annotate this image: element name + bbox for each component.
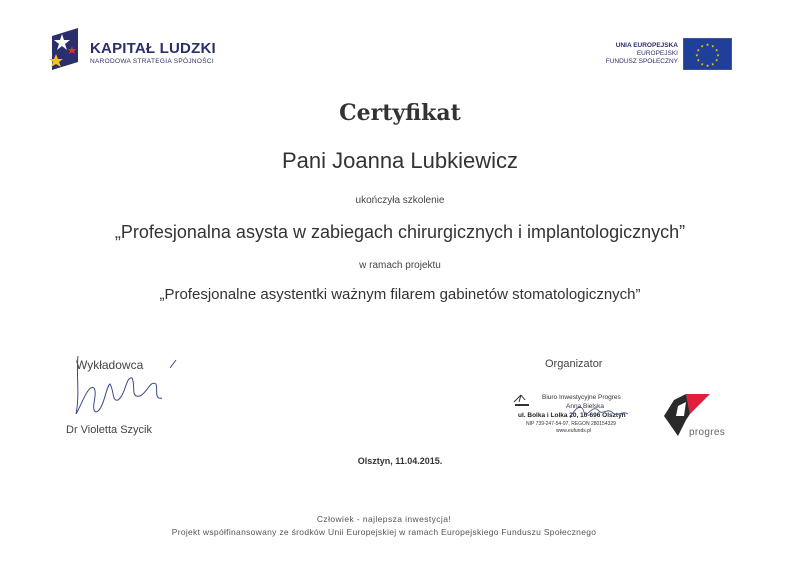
svg-text:★: ★ [696, 47, 701, 53]
kapital-ludzki-logo-icon [48, 26, 82, 72]
svg-text:★: ★ [711, 43, 715, 49]
stamp-line-4: NIP 739-247-54-97, REGON 280154329 [526, 421, 616, 427]
place-and-date: Olsztyn, 11.04.2015. [357, 456, 443, 466]
svg-text:★: ★ [705, 42, 710, 47]
eu-line-3: FUNDUSZ SPOŁECZNY [605, 58, 678, 65]
svg-text:★: ★ [696, 57, 701, 63]
eu-label [606, 42, 678, 66]
stamp-line-2: Anna Bielska [566, 403, 604, 410]
lecturer-signature [70, 354, 180, 424]
course-name: „Profesjonalna asysta w zabiegach chirurgicznych i implantologicznych” [114, 222, 686, 242]
eu-line-1: UNIA EUROPEJSKA [615, 42, 678, 49]
footer-slogan: Człowiek - najlepsza inwestycja! [316, 514, 452, 524]
program-title: KAPITAŁ LUDZKI [90, 40, 216, 57]
svg-text:★: ★ [700, 43, 704, 49]
lecturer-name: Dr Violetta Szycik [66, 424, 152, 436]
organizer-signature [566, 400, 636, 430]
lecturer-label: Wykładowca [76, 358, 144, 372]
svg-text:★: ★ [695, 52, 699, 58]
recipient-name: Pani Joanna Lubkiewicz [281, 148, 519, 173]
completed-label: ukończyła szkolenie [355, 195, 445, 206]
svg-text:★: ★ [714, 57, 719, 63]
project-name: „Profesjonalne asystentki ważnym filarem gabinetów stomatologicznych” [159, 286, 641, 303]
stamp-line-5: www.eufunds.pl [556, 428, 592, 434]
svg-text:★: ★ [714, 47, 719, 53]
svg-text:★: ★ [700, 61, 704, 67]
stamp-line-1: Biuro Inwestycyjne Progres [542, 394, 621, 401]
progres-logo-text: progres [689, 427, 726, 438]
organizer-label: Organizator [545, 358, 603, 370]
svg-text:★: ★ [705, 63, 710, 68]
footer-cofinancing: Projekt współfinansowany ze środków Unii Europejskiej w ramach Europejskiego Funduszu Społecznego [171, 527, 597, 537]
program-subtitle: NARODOWA STRATEGIA SPÓJNOŚCI [90, 58, 214, 65]
progres-stamp-icon [512, 392, 536, 408]
eu-flag-icon [683, 38, 732, 70]
eu-line-2: EUROPEJSKI [636, 50, 678, 57]
project-label: w ramach projektu [359, 260, 441, 271]
stamp-line-3: ul. Bolka i Lolka 20, 10-696 Olsztyn [518, 412, 626, 419]
svg-text:★: ★ [716, 52, 720, 58]
svg-text:★: ★ [711, 61, 715, 67]
certificate-title: Certyfikat [339, 100, 461, 126]
